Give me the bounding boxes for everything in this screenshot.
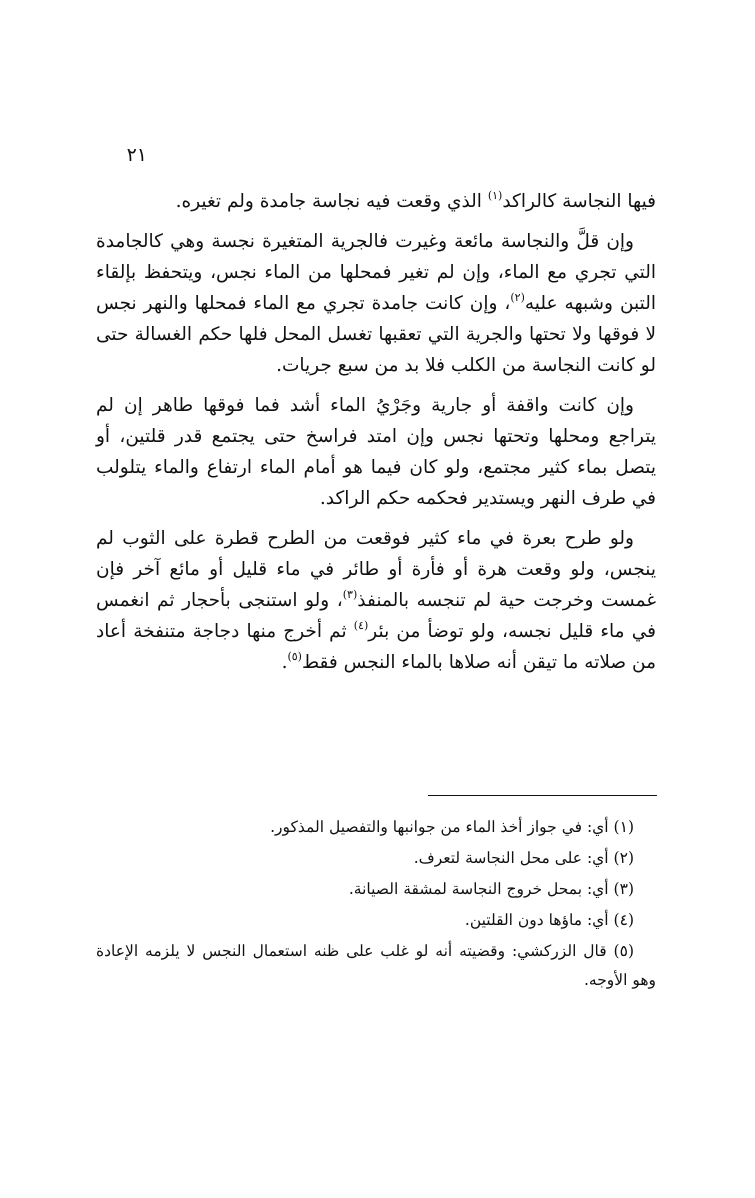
footnote-text: قال الزركشي: وقضيته أنه لو غلب على ظنه استعمال النجس لا يلزمه الإعادة وهو الأوجه. bbox=[96, 942, 656, 989]
page-number: ٢١ bbox=[126, 144, 147, 166]
footnote-ref-1: (١) bbox=[487, 189, 503, 202]
footnote-ref-4: (٤) bbox=[353, 619, 369, 632]
paragraph-1-text-cont: الذي وقعت فيه نجاسة جامدة ولم تغيره. bbox=[175, 191, 488, 212]
footnote-number: (٥) bbox=[613, 942, 634, 960]
footnote-ref-3: (٣) bbox=[342, 588, 358, 601]
footnote-number: (٤) bbox=[613, 911, 634, 929]
paragraph-2-text: وإن قلَّ والنجاسة مائعة وغيرت فالجرية المتغيرة نجسة وهي كالجامدة التي تجري مع الماء، وإن لم تغير فمحلها من الماء نجس، ويتحفظ بإلقاء التبن وشبهه عليه bbox=[96, 231, 656, 314]
footnote-text: أي: على محل النجاسة لتعرف. bbox=[413, 849, 614, 867]
footnote-1 bbox=[96, 813, 656, 842]
paragraph-4 bbox=[96, 523, 656, 678]
footnote-2 bbox=[96, 844, 656, 873]
footnotes bbox=[96, 813, 656, 997]
paragraph-2 bbox=[96, 226, 656, 381]
footnote-number: (٣) bbox=[613, 880, 634, 898]
paragraph-2-text-cont: ، وإن كانت جامدة تجري مع الماء فمحلها والنهر نجس لا فوقها ولا تحتها والجرية التي تعقبها تغسل المحل فلها حكم الغسالة حتى لو كانت النجاسة من الكلب فلا بد من سبع جريات. bbox=[96, 293, 656, 376]
paragraph-1 bbox=[96, 186, 656, 217]
main-text bbox=[96, 186, 656, 687]
footnote-ref-2: (٢) bbox=[510, 291, 525, 304]
footnote-separator bbox=[428, 795, 657, 796]
footnote-3 bbox=[96, 875, 656, 904]
footnote-4 bbox=[96, 906, 656, 935]
footnote-text: أي: ماؤها دون القلتين. bbox=[464, 911, 614, 929]
paragraph-4-text-4: . bbox=[281, 652, 288, 673]
footnote-number: (٢) bbox=[613, 849, 634, 867]
footnote-number: (١) bbox=[613, 818, 634, 836]
paragraph-4-text: ولو طرح بعرة في ماء كثير فوقعت من الطرح قطرة على الثوب لم ينجس، ولو وقعت هرة أو فأرة أو طائر في ماء قليل أو مائع آخر فإن غمست وخرجت حية لم تنجسه بالمنفذ bbox=[96, 528, 656, 611]
paragraph-1-text: فيها النجاسة كالراكد bbox=[502, 191, 656, 212]
footnote-text: أي: في جواز أخذ الماء من جوانبها والتفصيل المذكور. bbox=[270, 818, 614, 836]
footnote-5 bbox=[96, 937, 656, 995]
footnote-text: أي: بمحل خروج النجاسة لمشقة الصيانة. bbox=[348, 880, 614, 898]
paragraph-3: وإن كانت واقفة أو جارية وجَرْيُ الماء أشد فما فوقها طاهر إن لم يتراجع ومحلها وتحتها نجس وإن امتد فراسخ حتى يجتمع قدر قلتين، أو يتصل بماء كثير مجتمع، ولو كان فيما هو أمام الماء ارتفاع والماء يتلولب في طرف النهر ويستدير فحكمه حكم الراكد. bbox=[96, 395, 656, 509]
paragraph-4-text-2: ، ولو استنجى بأحجار ثم انغمس في ماء قليل نجسه، ولو توضأ من بئر bbox=[96, 590, 657, 642]
paragraph-4-text-3: ثم أخرج منها دجاجة متنفخة أعاد من صلاته ما تيقن أنه صلاها بالماء النجس فقط bbox=[96, 621, 656, 673]
footnote-ref-5: (٥) bbox=[287, 650, 302, 663]
